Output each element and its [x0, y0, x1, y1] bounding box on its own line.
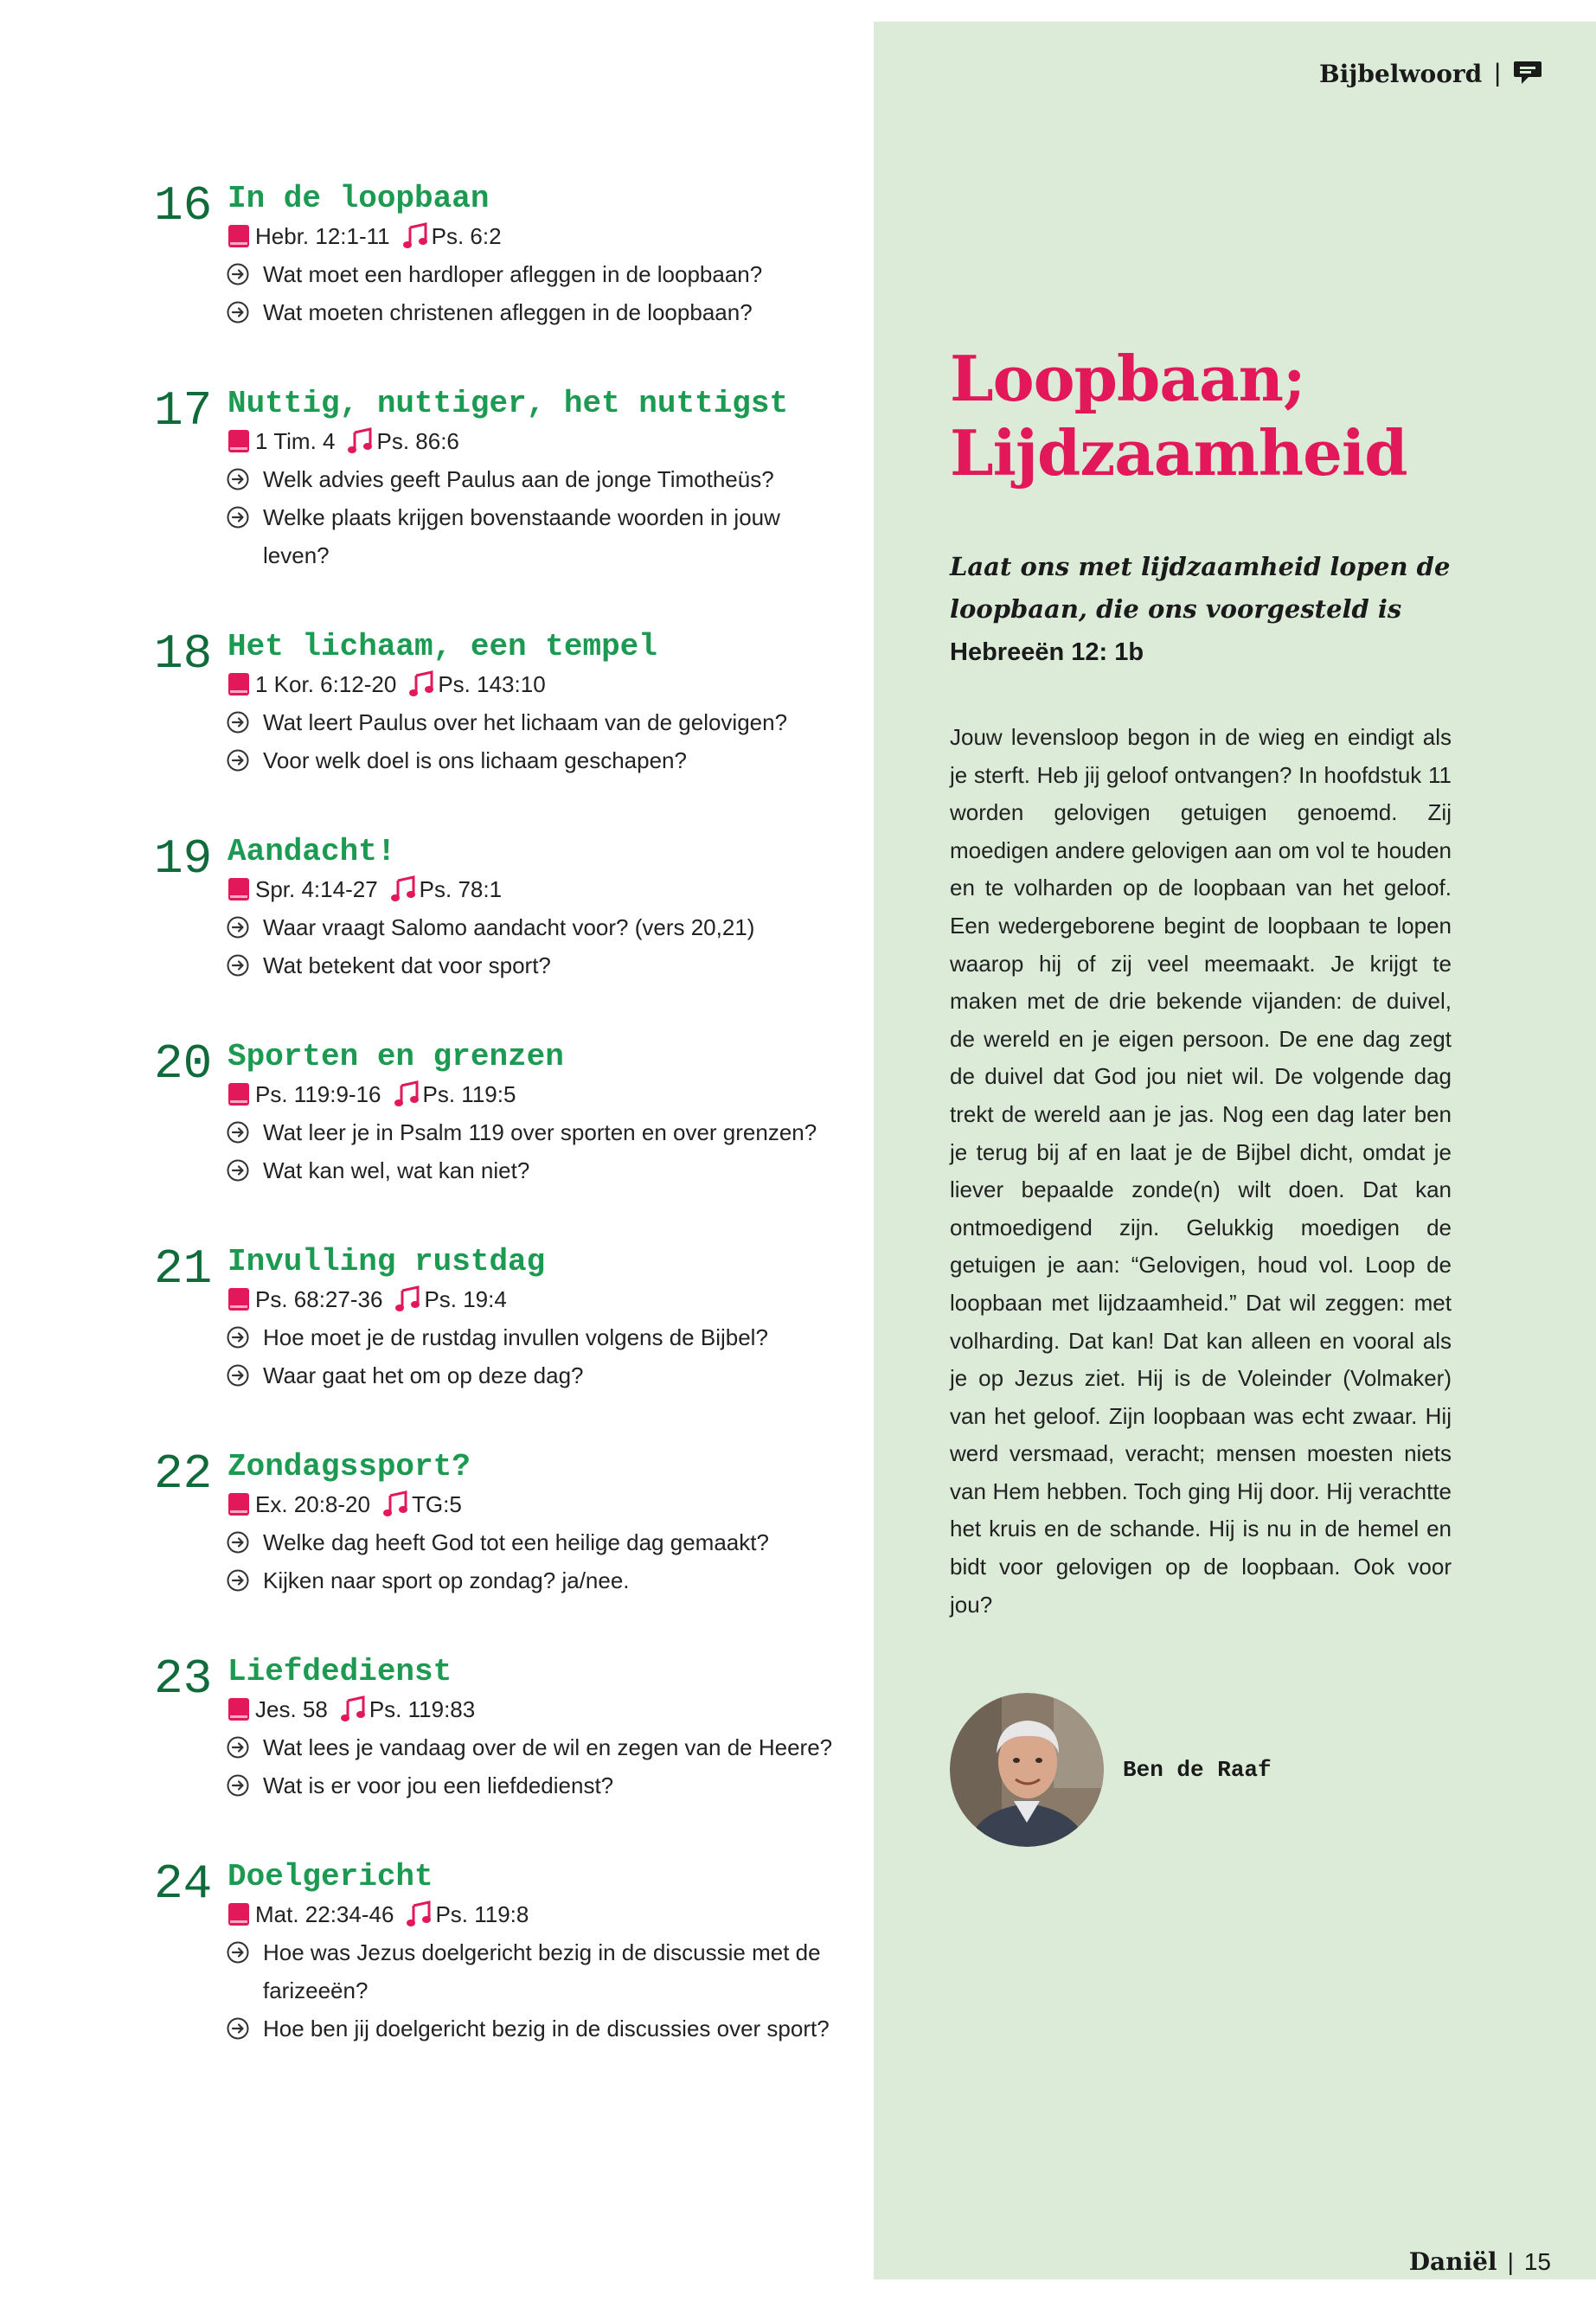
psalm-song: Ps. 119:8: [435, 1900, 529, 1927]
day-number: 19: [154, 831, 213, 887]
arrow-circle-icon: [227, 1121, 249, 1144]
day-references: [228, 1075, 846, 1113]
quote-reference: Hebreeën 12: 1b: [950, 638, 1144, 666]
daily-readings-list: [154, 180, 846, 2101]
question-list: [228, 255, 846, 331]
music-note-icon: [394, 1080, 420, 1108]
page-footer: [1409, 2247, 1551, 2276]
question-text: Wat leer je in Psalm 119 over sporten en over grenzen?: [263, 1119, 817, 1145]
day-entry: [154, 1243, 846, 1394]
day-number: 23: [154, 1651, 213, 1707]
arrow-circle-icon: [227, 916, 249, 939]
psalm-song: Ps. 143:10: [438, 670, 546, 697]
day-body: [228, 628, 846, 779]
day-references: [228, 1485, 846, 1523]
day-number: 24: [154, 1856, 213, 1912]
question-text: Wat is er voor jou een liefdedienst?: [263, 1772, 614, 1798]
arrow-circle-icon: [227, 1736, 249, 1759]
question-text: Hoe was Jezus doelgericht bezig in de discussie met de farizeeën?: [263, 1939, 821, 2003]
question-item: [228, 1728, 846, 1766]
section-label: Bijbelwoord: [1318, 59, 1483, 88]
question-item: [228, 1151, 846, 1189]
day-number: 18: [154, 626, 213, 682]
day-body: [228, 1653, 846, 1804]
day-body: [228, 1243, 846, 1394]
day-title: Zondagssport?: [228, 1449, 471, 1484]
bible-reading: Mat. 22:34-46: [255, 1900, 394, 1927]
music-note-icon: [408, 670, 434, 698]
day-title: Doelgericht: [228, 1859, 433, 1894]
day-number: 21: [154, 1241, 213, 1297]
day-title: Aandacht!: [228, 834, 396, 869]
arrow-circle-icon: [227, 711, 249, 734]
speech-bubble-icon: [1513, 60, 1542, 87]
bible-reading: 1 Tim. 4: [255, 427, 336, 454]
question-item: [228, 741, 846, 779]
question-text: Wat kan wel, wat kan niet?: [263, 1157, 530, 1183]
day-references: [228, 1280, 846, 1318]
question-list: [228, 908, 846, 984]
music-note-icon: [390, 875, 416, 903]
question-item: [228, 460, 846, 498]
question-text: Welke dag heeft God tot een heilige dag gemaakt?: [263, 1529, 769, 1555]
question-text: Wat moeten christenen afleggen in de loopbaan?: [263, 299, 753, 325]
arrow-circle-icon: [227, 1364, 249, 1387]
day-number: 17: [154, 383, 213, 439]
psalm-song: Ps. 78:1: [419, 875, 503, 902]
question-item: [228, 703, 846, 741]
psalm-song: Ps. 19:4: [424, 1285, 507, 1312]
article-title: [950, 342, 1452, 490]
question-text: Hoe ben jij doelgericht bezig in de discussies over sport?: [263, 2016, 830, 2041]
day-entry: [154, 628, 846, 779]
day-title: Sporten en grenzen: [228, 1039, 564, 1074]
music-note-icon: [406, 1900, 432, 1928]
day-body: [228, 1858, 846, 2048]
footer-separator: |: [1507, 2247, 1514, 2275]
music-note-icon: [402, 222, 428, 250]
day-entry: [154, 385, 846, 574]
psalm-song: Ps. 119:5: [422, 1080, 516, 1107]
question-item: [228, 908, 846, 946]
bible-book-icon: [228, 224, 250, 248]
day-entry: [154, 1653, 846, 1804]
day-title: Het lichaam, een tempel: [228, 629, 657, 664]
magazine-name: Daniël: [1408, 2247, 1497, 2276]
bible-reading: Ps. 119:9-16: [255, 1080, 381, 1107]
psalm-song: Ps. 86:6: [376, 427, 459, 454]
author-name: Ben de Raaf: [1123, 1757, 1272, 1783]
question-text: Wat leert Paulus over het lichaam van de gelovigen?: [263, 709, 788, 735]
arrow-circle-icon: [227, 1326, 249, 1349]
bible-quote: Laat ons met lijdzaamheid lopen de loopbaan, die ons voorgesteld is: [950, 552, 1451, 624]
day-entry: [154, 1448, 846, 1599]
bible-reading: 1 Kor. 6:12-20: [255, 670, 397, 697]
arrow-circle-icon: [227, 954, 249, 977]
music-note-icon: [340, 1695, 366, 1723]
day-references: [228, 217, 846, 255]
day-body: [228, 833, 846, 984]
day-number: 20: [154, 1036, 213, 1092]
music-note-icon: [347, 427, 373, 455]
bible-book-icon: [228, 1902, 250, 1926]
author-avatar: [950, 1693, 1104, 1847]
question-item: [228, 1766, 846, 1804]
bible-book-icon: [228, 429, 250, 453]
question-item: [228, 1561, 846, 1599]
question-list: [228, 1113, 846, 1189]
question-list: [228, 1523, 846, 1599]
question-item: [228, 1523, 846, 1561]
day-references: [228, 665, 846, 703]
header-separator: |: [1494, 59, 1501, 87]
day-body: [228, 1448, 846, 1599]
question-list: [228, 1933, 846, 2048]
running-head: [1319, 59, 1542, 88]
bible-book-icon: [228, 1287, 250, 1311]
question-list: [228, 703, 846, 779]
question-list: [228, 1728, 846, 1804]
day-references: [228, 1690, 846, 1728]
day-entry: [154, 180, 846, 331]
arrow-circle-icon: [227, 506, 249, 529]
article-title-line2: Lijdzaamheid: [950, 416, 1407, 490]
arrow-circle-icon: [227, 1941, 249, 1964]
question-item: [228, 2009, 846, 2048]
arrow-circle-icon: [227, 1569, 249, 1592]
psalm-song: TG:5: [411, 1490, 462, 1517]
article: [950, 342, 1452, 1624]
arrow-circle-icon: [227, 301, 249, 324]
day-number: 16: [154, 178, 213, 234]
question-list: [228, 460, 846, 574]
question-text: Wat lees je vandaag over de wil en zegen van de Heere?: [263, 1734, 833, 1760]
question-text: Welke plaats krijgen bovenstaande woorden in jouw leven?: [263, 504, 780, 568]
day-references: [228, 870, 846, 908]
question-text: Voor welk doel is ons lichaam geschapen?: [263, 747, 687, 773]
day-title: In de loopbaan: [228, 181, 490, 216]
arrow-circle-icon: [227, 1159, 249, 1182]
day-number: 22: [154, 1446, 213, 1502]
bible-reading: Hebr. 12:1-11: [255, 222, 390, 249]
music-note-icon: [382, 1490, 408, 1518]
bible-book-icon: [228, 1492, 250, 1516]
question-text: Hoe moet je de rustdag invullen volgens de Bijbel?: [263, 1324, 768, 1350]
question-item: [228, 293, 846, 331]
bible-reading: Spr. 4:14-27: [255, 875, 378, 902]
question-item: [228, 946, 846, 984]
arrow-circle-icon: [227, 1531, 249, 1554]
question-text: Welk advies geeft Paulus aan de jonge Timotheüs?: [263, 466, 774, 492]
day-body: [228, 180, 846, 331]
arrow-circle-icon: [227, 468, 249, 490]
question-item: [228, 498, 846, 574]
question-text: Wat betekent dat voor sport?: [263, 952, 551, 978]
arrow-circle-icon: [227, 749, 249, 772]
psalm-song: Ps. 119:83: [369, 1695, 476, 1722]
question-list: [228, 1318, 846, 1394]
bible-book-icon: [228, 672, 250, 696]
bible-book-icon: [228, 877, 250, 901]
day-body: [228, 1038, 846, 1189]
arrow-circle-icon: [227, 1774, 249, 1797]
bible-reading: Ex. 20:8-20: [255, 1490, 370, 1517]
bible-book-icon: [228, 1082, 250, 1106]
question-item: [228, 1318, 846, 1356]
bible-reading: Jes. 58: [255, 1695, 328, 1722]
question-item: [228, 1356, 846, 1394]
article-body: Jouw levensloop begon in de wieg en eindigt als je sterft. Heb jij geloof ontvangen? In hoofdstuk 11 worden gelovigen getuigen genoemd. Zij moedigen andere gelovigen aan om vol te houden en te volharden op de loopbaan van het geloof. Een wedergeborene begint de loopbaan te lopen waarop hij of zij veel meemaakt. Je krijgt te maken met de drie bekende vijanden: de duivel, de wereld en je eigen persoon. De ene dag zegt de duivel dat God jou niet wil. De volgende dag trekt de wereld aan je jas. Nog een dag later ben je terug bij af en laat je de Bijbel dicht, omdat je liever bepaalde zonde(n) wilt doen. Dat kan ontmoedigend zijn. Gelukkig moedigen de getuigen je aan: “Gelovigen, houd vol. Loop de loopbaan met lijdzaamheid.” Dat wil zeggen: met volharding. Dat kan! Dat kan alleen en vooral als je op Jezus ziet. Hij is de Voleinder (Volmaker) van het geloof. Zijn loopbaan was echt zwaar. Hij werd versmaad, veracht; mensen moesten niets van Hem hebben. Toch ging Hij door. Hij verachtte het kruis en de schande. Hij is nu in de hemel en bidt voor gelovigen op de loopbaan. Ook voor jou?: [950, 724, 1452, 1618]
day-references: [228, 1895, 846, 1933]
bible-book-icon: [228, 1697, 250, 1721]
page-number: 15: [1523, 2247, 1551, 2275]
music-note-icon: [394, 1285, 420, 1313]
day-entry: [154, 833, 846, 984]
bible-reading: Ps. 68:27-36: [255, 1285, 383, 1312]
day-body: [228, 385, 846, 574]
question-text: Waar vraagt Salomo aandacht voor? (vers 20,21): [263, 914, 755, 940]
question-item: [228, 1933, 846, 2009]
arrow-circle-icon: [227, 263, 249, 285]
psalm-song: Ps. 6:2: [431, 222, 502, 249]
question-text: Kijken naar sport op zondag? ja/nee.: [263, 1567, 630, 1593]
day-entry: [154, 1858, 846, 2048]
day-entry: [154, 1038, 846, 1189]
question-text: Wat moet een hardloper afleggen in de loopbaan?: [263, 261, 763, 287]
day-title: Nuttig, nuttiger, het nuttigst: [228, 386, 789, 421]
arrow-circle-icon: [227, 2017, 249, 2040]
day-references: [228, 422, 846, 460]
day-title: Liefdedienst: [228, 1654, 452, 1689]
question-item: [228, 255, 846, 293]
question-item: [228, 1113, 846, 1151]
article-title-line1: Loopbaan;: [950, 342, 1305, 415]
day-title: Invulling rustdag: [228, 1244, 546, 1279]
question-text: Waar gaat het om op deze dag?: [263, 1362, 584, 1388]
author-block: [950, 1693, 1272, 1847]
